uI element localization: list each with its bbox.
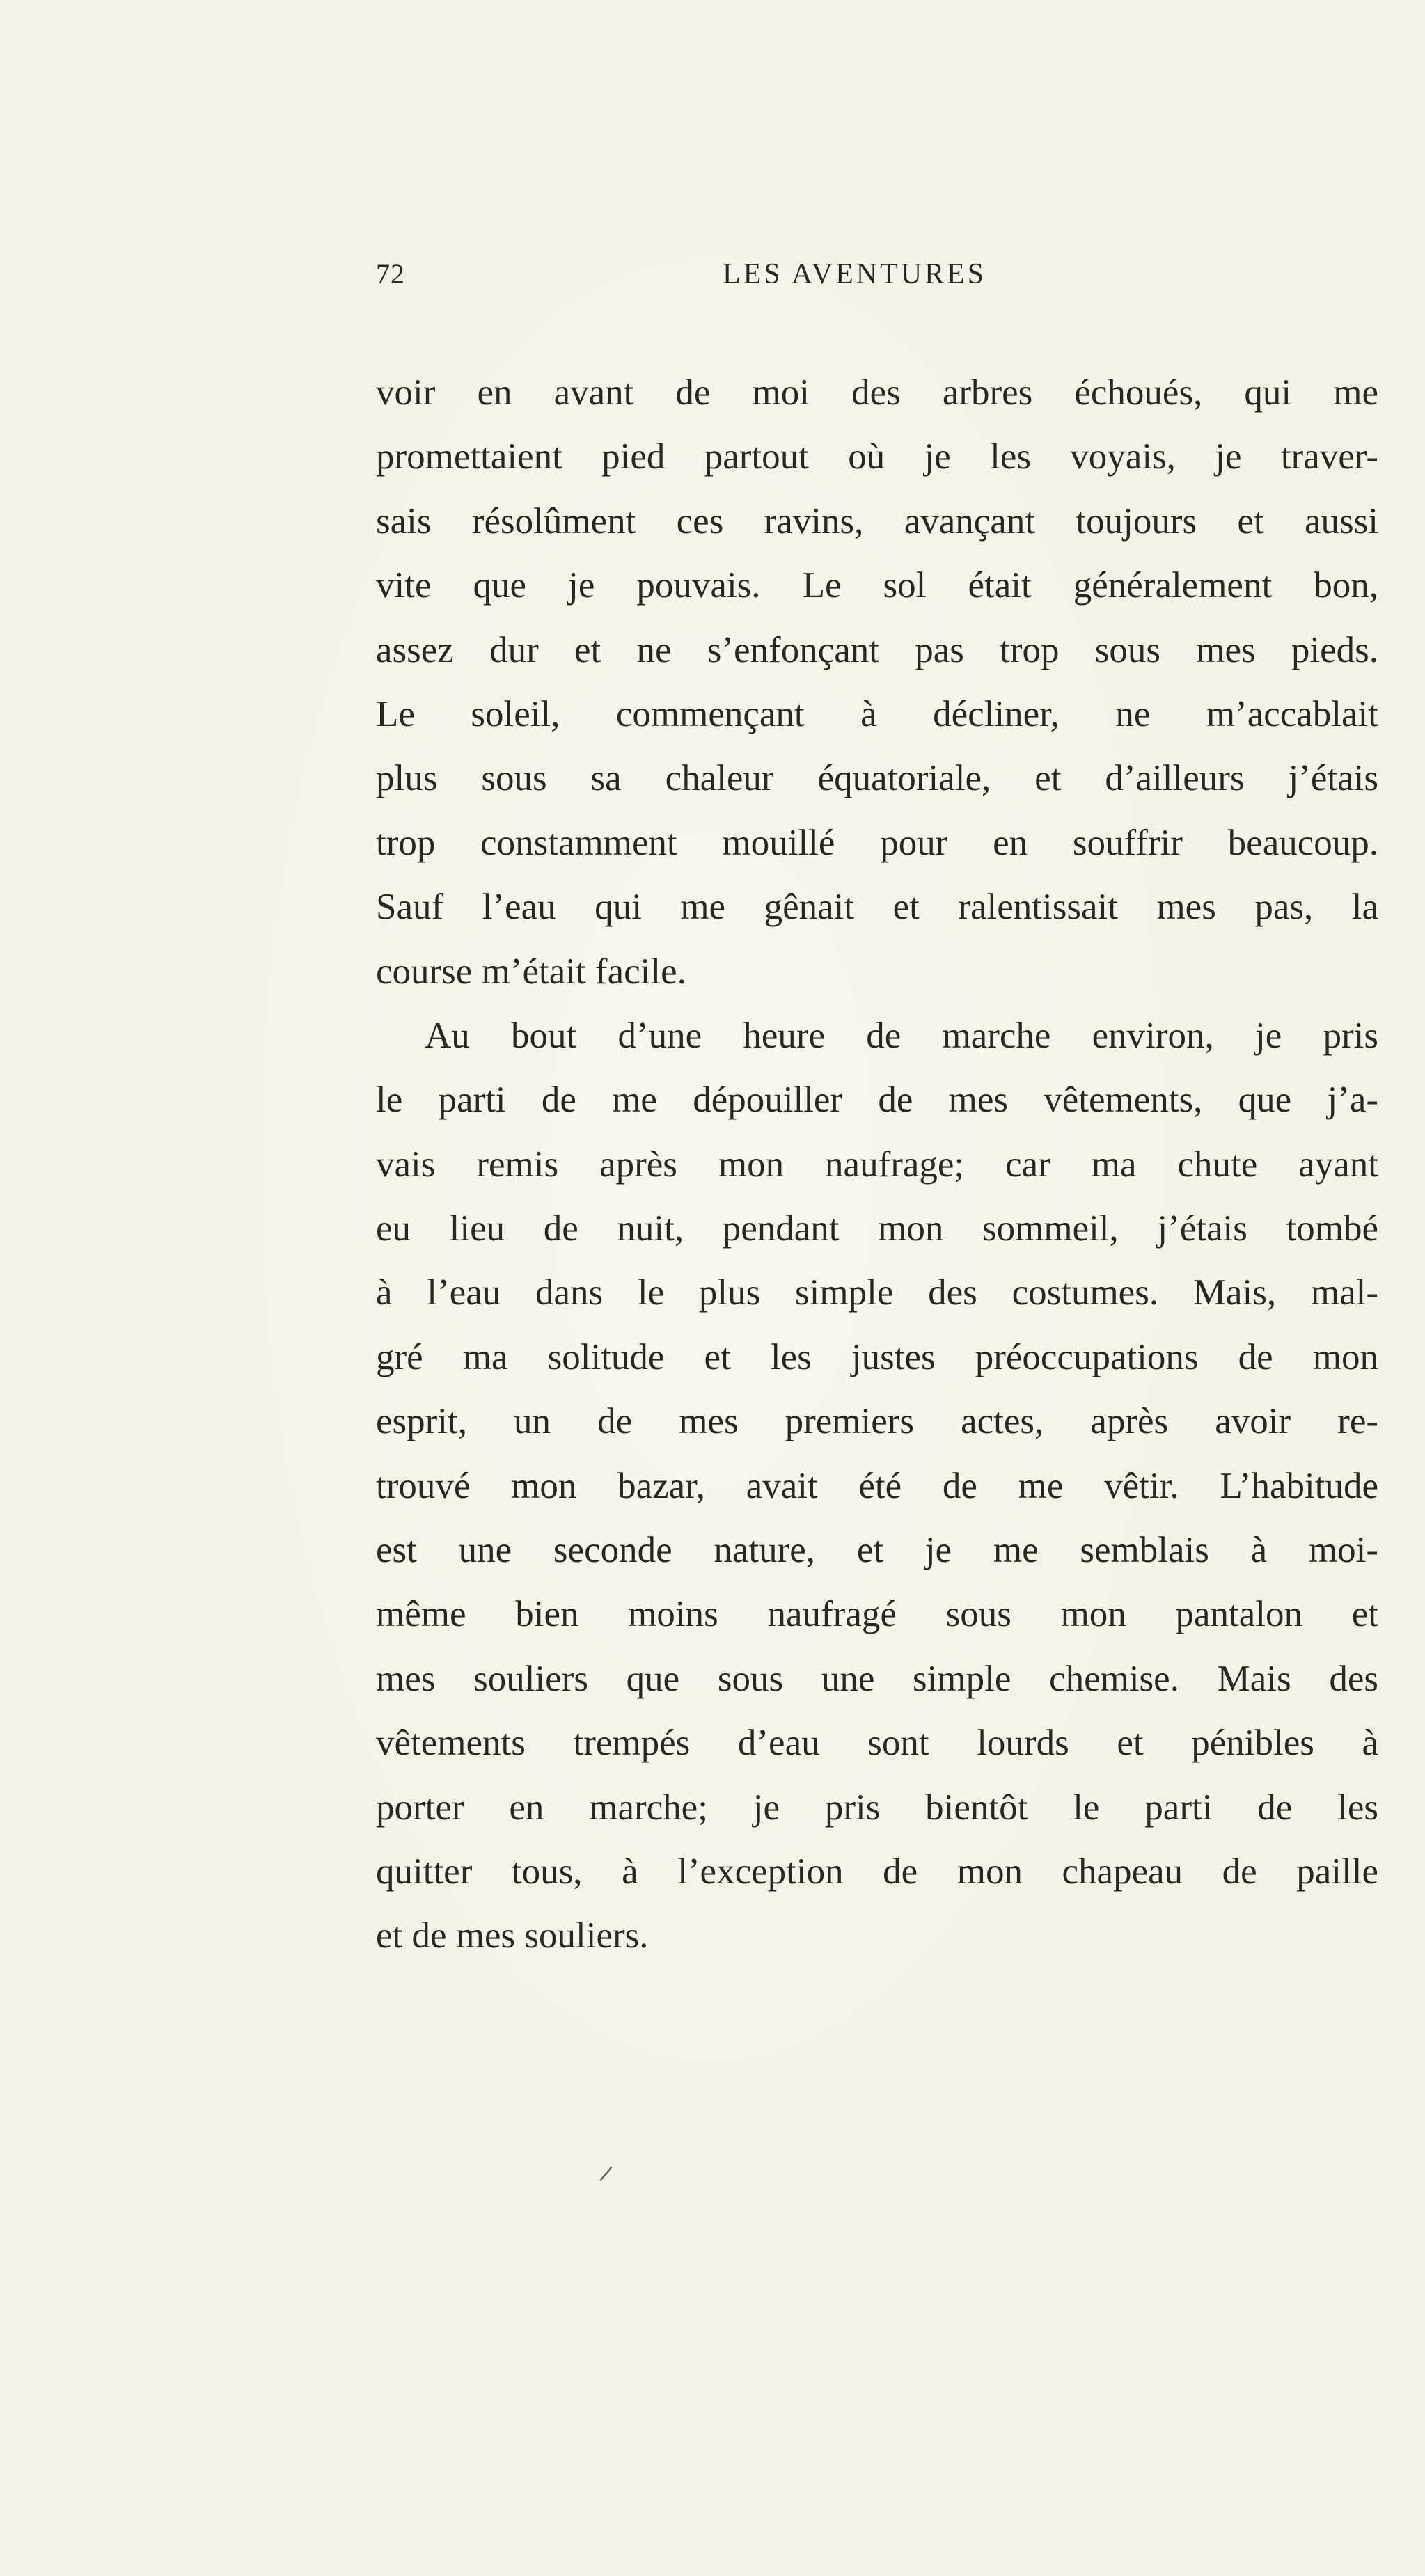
page-header [376,258,1030,299]
text-line: promettaient pied partout où je les voyais, je traver- [376,436,1378,477]
text-line: vais remis après mon naufrage; car ma chute ayant [376,1144,1378,1185]
body-text [376,361,1378,1968]
text-line: assez dur et ne s’enfonçant pas trop sous mes pieds. [376,629,1378,670]
text-line: Sauf l’eau qui me gênait et ralentissait mes pas, la [376,887,1378,928]
running-title: LES AVENTURES [723,258,987,290]
page-number: 72 [376,258,405,290]
paragraph-1 [376,361,1378,1004]
text-line: Au bout d’une heure de marche environ, je pris [425,1015,1378,1056]
ink-mark [599,2163,614,2183]
text-line: course m’était facile. [376,951,686,992]
text-line: le parti de me dépouiller de mes vêtements, que j’a- [376,1080,1378,1121]
text-line: est une seconde nature, et je me semblais à moi- [376,1530,1378,1571]
text-line: esprit, un de mes premiers actes, après avoir re- [376,1401,1378,1442]
paragraph-2 [376,1004,1378,1968]
text-line: mes souliers que sous une simple chemise. Mais des [376,1658,1378,1699]
text-line: vêtements trempés d’eau sont lourds et pénibles à [376,1723,1378,1764]
text-line: Le soleil, commençant à décliner, ne m’accablait [376,693,1378,734]
text-line: voir en avant de moi des arbres échoués, qui me [376,372,1378,413]
text-line: vite que je pouvais. Le sol était généralement bon, [376,565,1378,606]
text-line: plus sous sa chaleur équatoriale, et d’ailleurs j’étais [376,758,1378,799]
text-line: quitter tous, à l’exception de mon chapeau de paille [376,1851,1378,1892]
text-line: trop constamment mouillé pour en souffrir beaucoup. [376,822,1378,863]
text-line: même bien moins naufragé sous mon pantalon et [376,1594,1378,1635]
text-line: à l’eau dans le plus simple des costumes. Mais, mal- [376,1272,1378,1313]
text-line: trouvé mon bazar, avait été de me vêtir. L’habitude [376,1465,1378,1506]
text-line: porter en marche; je pris bientôt le parti de les [376,1787,1378,1828]
text-line: gré ma solitude et les justes préoccupations de mon [376,1336,1378,1377]
text-line: et de mes souliers. [376,1915,649,1957]
text-line: eu lieu de nuit, pendant mon sommeil, j’étais tombé [376,1208,1378,1249]
text-line: sais résolûment ces ravins, avançant toujours et aussi [376,500,1378,542]
